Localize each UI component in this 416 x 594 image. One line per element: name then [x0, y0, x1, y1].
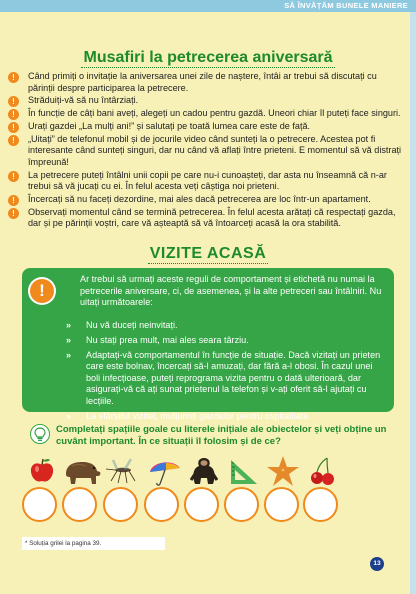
- list-item: » Nu vă duceți neinvitați.: [66, 320, 178, 330]
- cherries-icon: [302, 454, 342, 488]
- answer-circle-1[interactable]: [22, 487, 57, 522]
- chimpanzee-icon: [183, 454, 223, 488]
- answer-circle-6[interactable]: [224, 487, 259, 522]
- umbrella-icon: [144, 454, 184, 488]
- list-item: ! Încercați să nu faceți dezordine, mai ales dacă petrecerea are loc într-un apartament.: [8, 194, 404, 206]
- exclamation-icon: !: [8, 171, 19, 182]
- rules-list: [66, 320, 388, 426]
- set-square-icon: [223, 454, 263, 488]
- footnote: * Soluția grilei la pagina 39.: [22, 537, 165, 550]
- rules-box: [22, 268, 394, 421]
- section2-title: VIZITE ACASĂ: [149, 245, 267, 262]
- answer-circle-4[interactable]: [144, 487, 179, 522]
- warning-icon: !: [28, 277, 56, 305]
- exclamation-icon: !: [8, 195, 19, 206]
- chevron-right-icon: »: [66, 334, 72, 345]
- list-item: » Adaptați-vă comportamentul în funcție de situație. Dacă vizitați un prieten care este bolnav, încercați să-l amuzați, dar fără a-l obosi. În cazul unei boli infecțioase, puteți reprograma vizita pentru o dată ulterioară, dar asigurați-vă că ați sunat prietenul la telefon și v-ați oferit să-l ajutați cu lecțiile.: [66, 349, 381, 406]
- mosquito-icon: [103, 454, 143, 488]
- list-item: ! Urați gazdei „La mulți ani!” și salutați pe toată lumea care este de față.: [8, 121, 404, 133]
- exclamation-icon: !: [8, 135, 19, 146]
- exclamation-icon: !: [8, 96, 19, 107]
- starfish-icon: [263, 454, 303, 488]
- exclamation-icon: !: [8, 72, 19, 83]
- answer-circle-8[interactable]: [303, 487, 338, 522]
- answer-circles: [0, 487, 416, 527]
- answer-circle-3[interactable]: [103, 487, 138, 522]
- task-instruction: Completați spațiile goale cu literele inițiale ale obiectelor și veți obține un cuvânt important. În ce situații îl folosim și de ce?: [56, 424, 387, 448]
- list-item: ! La petrecere puteți întâlni unii copii pe care nu-i cunoașteți, dar asta nu înseamnă că n-ar trebui să vă jucați cu ei. În felul acesta veți câștiga noi prieteni.: [8, 170, 404, 193]
- answer-circle-2[interactable]: [62, 487, 97, 522]
- page-number: 13: [370, 557, 384, 571]
- header-strip: [0, 0, 416, 12]
- list-item: ! „Uitați” de telefonul mobil și de jocurile video când sunteți la o petrecere. Acestea pot fi interesante când sunteți singuri, dar nu când vă aflați între prieteni. E momentul să vă distrați împreună!: [8, 134, 404, 169]
- list-item: ! Observați momentul când se termină petrecerea. În felul acesta arătați că respectați gazda, dar și pe părinții voștri, care vă așteaptă să vă întoarceți acasă la ora stabilită.: [8, 207, 404, 230]
- picture-row: [0, 454, 416, 488]
- chevron-right-icon: »: [66, 349, 72, 360]
- header-label: SĂ ÎNVĂȚĂM BUNELE MANIERE: [284, 1, 408, 10]
- apple-icon: [22, 454, 62, 488]
- section1-bullets: [8, 71, 404, 231]
- answer-circle-7[interactable]: [264, 487, 299, 522]
- lightbulb-icon: [30, 424, 50, 446]
- list-item: » La sfârșitul vizitei, mulțumiți gazdelor pentru ospitalitate.: [66, 410, 311, 421]
- list-item: ! Străduiți-vă să nu întârziați.: [8, 95, 404, 107]
- bear-icon: [62, 454, 102, 488]
- list-item: ! În funcție de câți bani aveți, alegeți un cadou pentru gazdă. Uneori chiar îl puteți face singuri.: [8, 108, 404, 120]
- chevron-right-icon: »: [66, 410, 72, 421]
- answer-circle-5[interactable]: [184, 487, 219, 522]
- rules-intro: Ar trebui să urmați aceste reguli de comportament și etichetă nu numai la petrecerile aniversare, ci, de asemenea, și la alte petreceri sau întâlniri. Nu uitați următoarele:: [80, 274, 382, 308]
- section1-title: Musafiri la petrecerea aniversară: [83, 49, 333, 66]
- chevron-right-icon: »: [66, 320, 72, 330]
- exclamation-icon: !: [8, 208, 19, 219]
- exclamation-icon: !: [8, 122, 19, 133]
- list-item: » Nu stați prea mult, mai ales seara târziu.: [66, 334, 249, 345]
- list-item: ! Când primiți o invitație la aniversarea unei zile de naștere, întâi ar trebui să discutați cu părinții despre participarea la petrecere.: [8, 71, 404, 94]
- exclamation-icon: !: [8, 109, 19, 120]
